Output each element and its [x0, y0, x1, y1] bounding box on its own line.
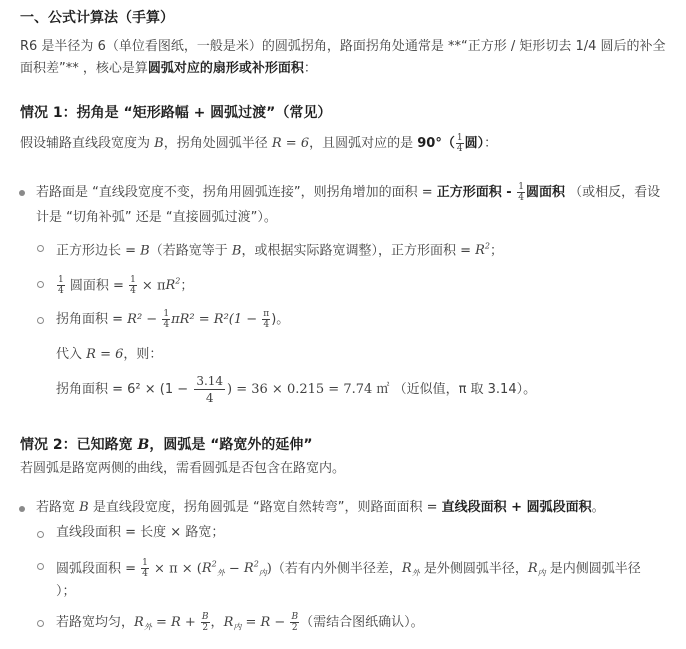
case1-heading: 情况 1：拐角是 “矩形路幅 + 圆弧过渡”（常见） — [20, 105, 332, 121]
intro-line-2: 面积差”** ，核心是算圆弧对应的扇形或补形面积： — [20, 61, 317, 76]
case1-bullet-line-2: 计是 “切角补弧” 还是 “直接圆弧过渡”）。 — [36, 210, 277, 225]
case2-heading: 情况 2：已知路宽 B，圆弧是 “路宽外的延伸” — [20, 437, 313, 453]
sub-bullet-circle — [37, 531, 44, 538]
case2-sub-3: 若路宽均匀，$R_外 = R$ + $\frac{B}{2}$ ，$R_内 = R$ − $\frac{B}{2}$ （需结合图纸确认）。 — [56, 612, 424, 633]
intro-line-1: R6 是半径为 6（单位看图纸，一般是米）的圆弧拐角，路面拐角处通常是 **“正方形 / 矩形切去 1/4 圆后的补全 — [20, 39, 666, 54]
case2-description: 若圆弧是路宽两侧的曲线，需看圆弧是否包含在路宽内。 — [20, 461, 346, 476]
case2-bullet: 若路宽 B 是直线段宽度，拐角圆弧是 “路宽自然转弯”，则路面面积 = 直线段面积 + 圆弧段面积。 — [36, 500, 605, 515]
case1-calculation: 拐角面积 = 6² × (1 − $\frac{3.14}{4}$ ) = 36 × 0.215 = 7.74 ㎡ （近似值，π 取 3.14）。 — [56, 374, 537, 405]
case1-assumption: 假设辅路直线段宽度为 B，拐角处圆弧半径 R = 6，且圆弧对应的是 90°（ $\frac{1}{4}$ 圆）： — [20, 133, 498, 154]
case2-sub-2: 圆弧段面积 = $\frac{1}{4}$ × $\pi \times (R^2_外 - R^2_内)$（若有内外侧半径差，$R_外$ 是外侧圆弧半径，$R_内$ 是内侧圆弧半径 — [56, 558, 641, 580]
case1-sub-3: 拐角面积 = R² − $\frac{1}{4}$ πR² = R²(1 − $\frac{\pi}{4}$ )。 — [56, 309, 290, 330]
case2-sub-1: 直线段面积 = 长度 × 路宽； — [56, 525, 225, 540]
sub-bullet-circle — [37, 317, 44, 324]
sub-bullet-circle — [37, 245, 44, 252]
sub-bullet-circle — [37, 563, 44, 570]
intro-emphasis: 圆弧对应的扇形或补形面积 — [147, 61, 304, 76]
bullet-dot — [19, 190, 25, 196]
sub-bullet-circle — [37, 281, 44, 288]
sub-bullet-circle — [37, 620, 44, 627]
case1-sub-1: 正方形边长 = B（若路宽等于 B，或根据实际路宽调整），正方形面积 = $R^2$； — [56, 242, 504, 259]
case1-substitution: 代入 R = 6，则： — [56, 347, 163, 362]
case2-sub-2-line-2: ）； — [56, 584, 76, 599]
section-title: 一、公式计算法（手算） — [20, 10, 174, 26]
case1-sub-2: $\frac{1}{4}$ 圆面积 = $\frac{1}{4}$ × $\pi R^2$； — [58, 275, 194, 297]
case1-bullet-line-1: 若路面是 “直线段宽度不变，拐角用圆弧连接”，则拐角增加的面积 = 正方形面积 - $\frac{1}{4}$ 圆面积 （或相反，看设 — [36, 182, 661, 203]
bullet-dot — [19, 506, 25, 512]
